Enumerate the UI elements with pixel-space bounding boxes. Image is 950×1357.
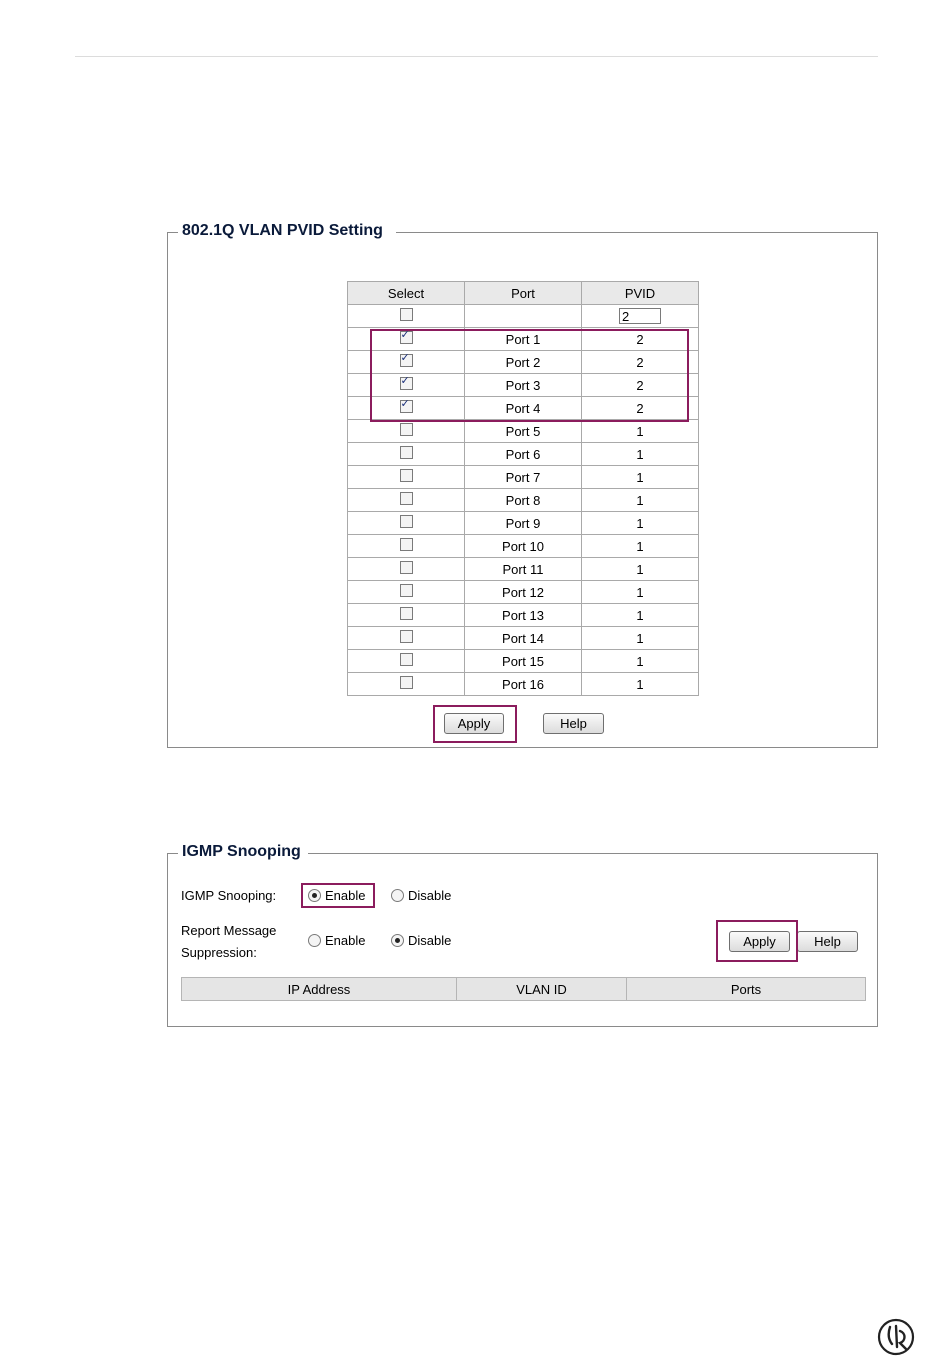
port-name-cell: Port 4 <box>465 397 582 420</box>
pvid-help-button[interactable]: Help <box>543 713 604 734</box>
empty-cell <box>465 305 582 328</box>
port-name-cell: Port 7 <box>465 466 582 489</box>
port-select-checkbox[interactable] <box>400 538 413 551</box>
port-name-cell: Port 13 <box>465 604 582 627</box>
pvid-value-cell: 2 <box>582 351 699 374</box>
pvid-value-cell: 1 <box>582 558 699 581</box>
table-row <box>348 489 699 512</box>
pvid-value-cell: 1 <box>582 604 699 627</box>
port-name-cell: Port 6 <box>465 443 582 466</box>
pvid-panel-title: 802.1Q VLAN PVID Setting <box>181 220 384 242</box>
report-enable-radio[interactable] <box>308 934 321 947</box>
report-disable-radio[interactable] <box>391 934 404 947</box>
column-header-pvid: PVID <box>582 282 699 305</box>
panel-border <box>168 853 178 854</box>
report-enable-option[interactable] <box>308 930 365 952</box>
brand-logo-icon <box>876 1317 916 1357</box>
pvid-value-cell: 2 <box>582 374 699 397</box>
pvid-edit-row <box>348 305 699 328</box>
table-row <box>348 650 699 673</box>
pvid-value-cell: 1 <box>582 650 699 673</box>
igmp-snooping-panel <box>167 843 878 1027</box>
port-select-checkbox[interactable] <box>400 653 413 666</box>
pvid-value-cell: 1 <box>582 627 699 650</box>
igmp-group-table <box>181 977 866 1001</box>
pvid-apply-button[interactable]: Apply <box>444 713 504 734</box>
port-name-cell: Port 11 <box>465 558 582 581</box>
pvid-input[interactable] <box>619 308 661 324</box>
report-disable-option[interactable] <box>391 930 451 952</box>
select-all-checkbox[interactable] <box>400 308 413 321</box>
table-row <box>348 466 699 489</box>
port-name-cell: Port 10 <box>465 535 582 558</box>
port-select-checkbox[interactable] <box>400 423 413 436</box>
highlight-ports-1-4 <box>370 329 689 422</box>
igmp-disable-radio[interactable] <box>391 889 404 902</box>
port-name-cell: Port 3 <box>465 374 582 397</box>
port-select-checkbox[interactable] <box>400 607 413 620</box>
table-row <box>348 558 699 581</box>
page-top-rule <box>75 56 878 57</box>
igmp-apply-button[interactable]: Apply <box>729 931 790 952</box>
igmp-disable-label: Disable <box>408 888 452 903</box>
column-header-ports: Ports <box>627 978 866 1001</box>
pvid-value-cell: 1 <box>582 489 699 512</box>
port-name-cell: Port 14 <box>465 627 582 650</box>
port-name-cell: Port 16 <box>465 673 582 696</box>
igmp-panel-title: IGMP Snooping <box>181 841 302 863</box>
port-select-checkbox[interactable] <box>400 561 413 574</box>
table-row <box>348 535 699 558</box>
table-row <box>348 581 699 604</box>
column-header-select: Select <box>348 282 465 305</box>
table-row <box>348 420 699 443</box>
column-header-port: Port <box>465 282 582 305</box>
pvid-value-cell: 1 <box>582 466 699 489</box>
port-select-checkbox[interactable] <box>400 492 413 505</box>
port-name-cell: Port 9 <box>465 512 582 535</box>
port-name-cell: Port 5 <box>465 420 582 443</box>
report-disable-label: Disable <box>408 933 452 948</box>
report-message-label: Report Message <box>181 923 277 938</box>
pvid-value-cell: 1 <box>582 443 699 466</box>
igmp-enable-label: Enable <box>325 888 366 903</box>
table-row <box>348 604 699 627</box>
port-select-checkbox[interactable] <box>400 630 413 643</box>
port-select-checkbox[interactable] <box>400 584 413 597</box>
column-header-vlan-id: VLAN ID <box>457 978 627 1001</box>
highlight-igmp-apply <box>716 920 798 962</box>
port-select-checkbox[interactable] <box>400 469 413 482</box>
table-row <box>348 512 699 535</box>
panel-border <box>308 853 877 854</box>
pvid-value-cell: 1 <box>582 420 699 443</box>
igmp-help-button[interactable]: Help <box>797 931 858 952</box>
port-select-checkbox[interactable] <box>400 515 413 528</box>
highlight-pvid-apply <box>433 705 517 743</box>
port-name-cell: Port 15 <box>465 650 582 673</box>
port-select-checkbox[interactable] <box>400 676 413 689</box>
table-row <box>348 443 699 466</box>
port-select-checkbox[interactable] <box>400 446 413 459</box>
port-name-cell: Port 12 <box>465 581 582 604</box>
port-name-cell: Port 8 <box>465 489 582 512</box>
suppression-label: Suppression: <box>181 945 257 960</box>
igmp-disable-option[interactable] <box>391 885 451 907</box>
table-row <box>348 673 699 696</box>
pvid-value-cell: 1 <box>582 581 699 604</box>
pvid-value-cell: 2 <box>582 328 699 351</box>
igmp-table-header <box>182 978 866 1001</box>
column-header-ip-address: IP Address <box>182 978 457 1001</box>
panel-border <box>168 232 178 233</box>
port-name-cell: Port 2 <box>465 351 582 374</box>
igmp-snooping-label: IGMP Snooping: <box>181 888 277 903</box>
pvid-setting-panel <box>167 222 878 748</box>
pvid-value-cell: 1 <box>582 512 699 535</box>
table-row <box>348 627 699 650</box>
port-name-cell: Port 1 <box>465 328 582 351</box>
highlight-igmp-enable <box>301 883 375 908</box>
panel-border <box>396 232 877 233</box>
pvid-value-cell: 2 <box>582 397 699 420</box>
pvid-value-cell: 1 <box>582 535 699 558</box>
pvid-table-header <box>348 282 699 305</box>
report-enable-label: Enable <box>325 933 366 948</box>
pvid-value-cell: 1 <box>582 673 699 696</box>
